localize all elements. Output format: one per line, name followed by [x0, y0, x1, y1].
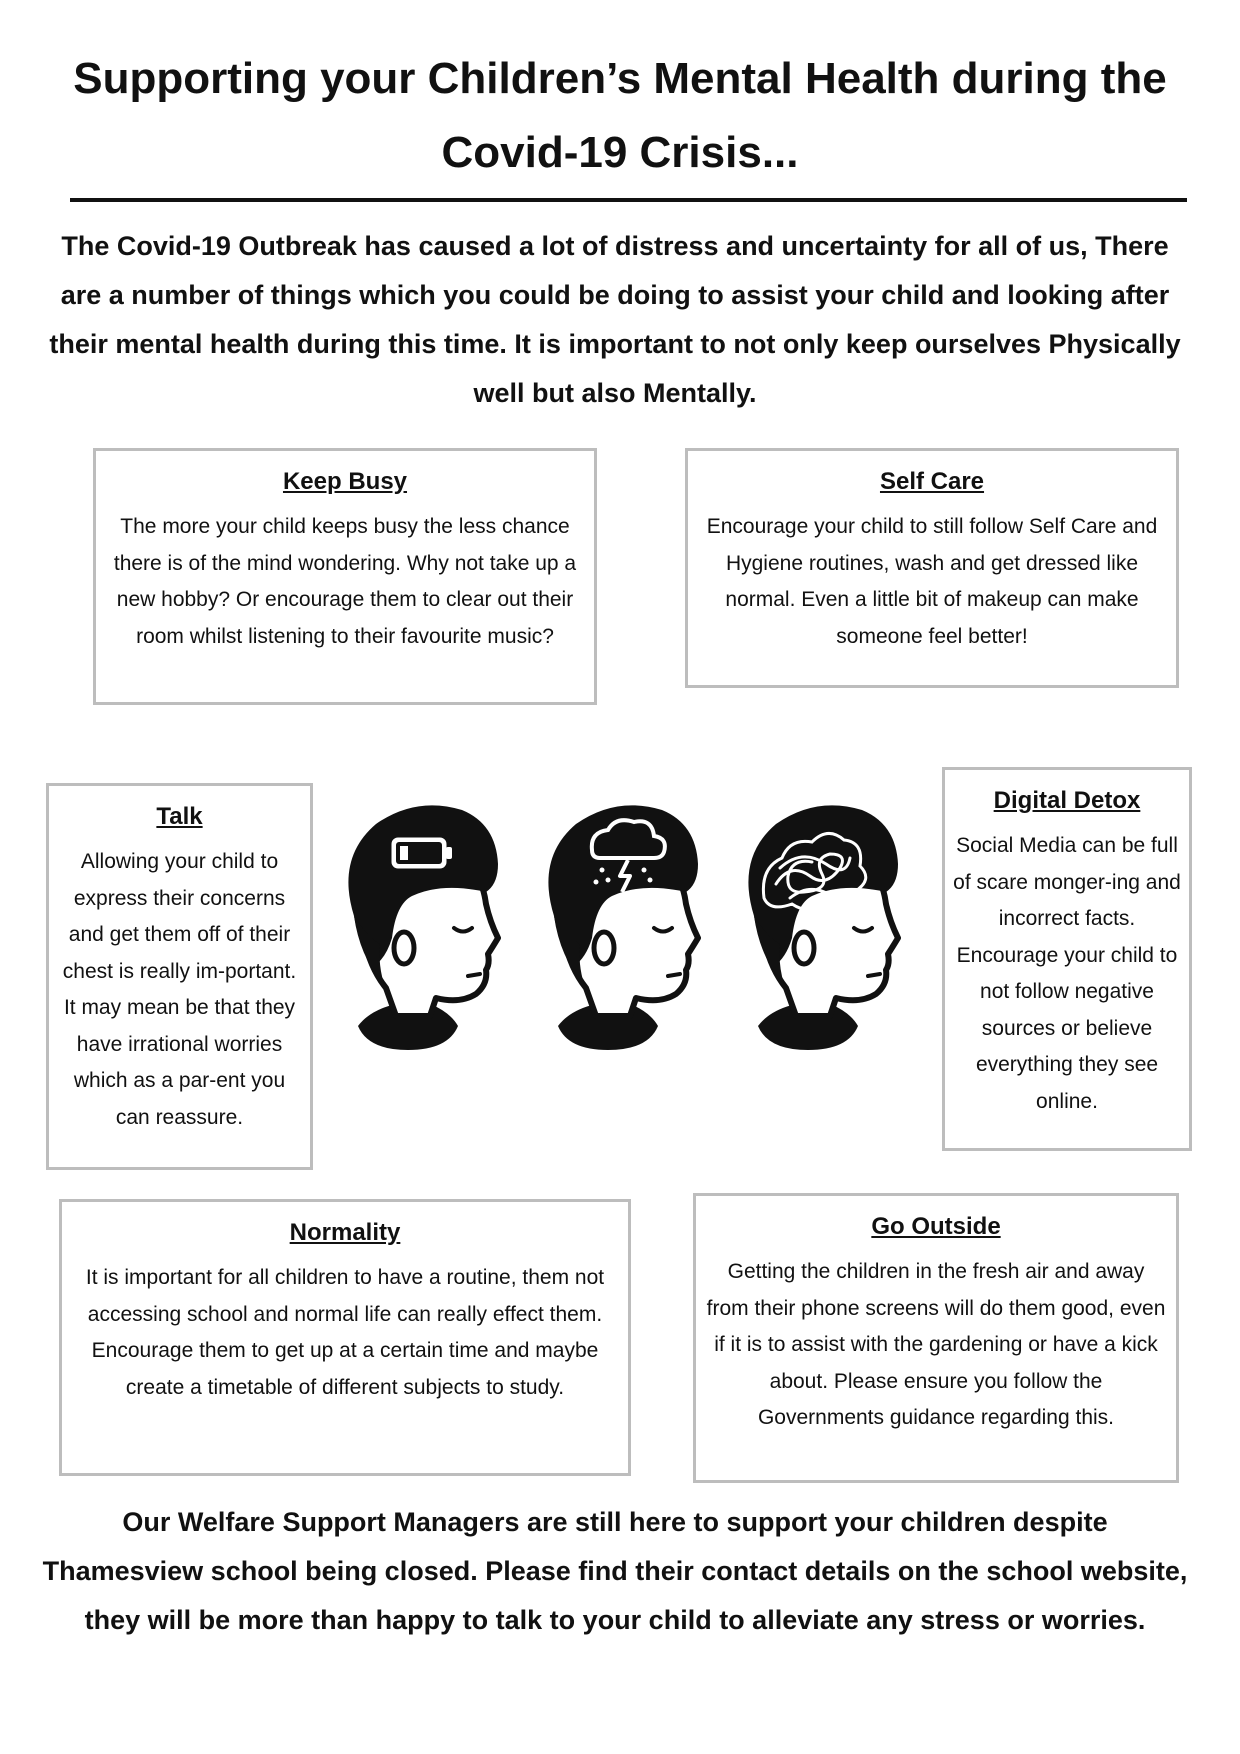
keep-busy-box: [93, 448, 597, 705]
keep-busy-text: The more your child keeps busy the less chance there is of the mind wondering. Why not take up a new hobby? Or encourage them to clear out their room whilst listening to their favourite music?: [113, 515, 577, 648]
keep-busy-heading: Keep Busy: [282, 468, 408, 495]
digital-detox-heading: Digital Detox: [993, 787, 1141, 814]
normality-text: It is important for all children to have a routine, them not accessing school and normal life can really effect them. Encourage them to get up at a certain time and maybe create a timetable of different subjects to study.: [85, 1266, 605, 1399]
intro-text: The Covid-19 Outbreak has caused a lot of distress and uncertainty for all of us, There are a number of things which you could be doing to assist your child and looking after their mental health during this time. It is important to not only keep ourselves Physically well but also Mentally.: [49, 231, 1181, 408]
page-title: Supporting your Children’s Mental Health during the Covid-19 Crisis...: [73, 54, 1167, 177]
normality-box: [59, 1199, 631, 1476]
footer-text: Our Welfare Support Managers are still here to support your children despite Thamesview school being closed. Please find their contact details on the school website, they will be more than happy to talk to your child to alleviate any stress or worries.: [42, 1507, 1188, 1635]
head-low-battery-icon: [348, 805, 498, 1050]
go-outside-box: [693, 1193, 1179, 1483]
self-care-heading: Self Care: [879, 468, 985, 495]
go-outside-text: Getting the children in the fresh air and away from their phone screens will do them good, even if it is to assist with the gardening or have a kick about. Please ensure you follow the Governments guidance regarding this.: [706, 1260, 1166, 1429]
talk-box: [46, 783, 313, 1170]
normality-heading: Normality: [289, 1219, 401, 1246]
talk-heading: Talk: [156, 803, 203, 830]
head-storm-cloud-icon: [548, 805, 698, 1050]
go-outside-heading: Go Outside: [871, 1213, 1001, 1240]
self-care-text: Encourage your child to still follow Self Care and Hygiene routines, wash and get dressed like normal. Even a little bit of makeup can make someone feel better!: [706, 515, 1158, 648]
talk-text: Allowing your child to express their concerns and get them off of their chest is really im-portant. It may mean be that they have irrational worries which as a par-ent you can reassure.: [62, 850, 297, 1129]
digital-detox-box: [942, 767, 1192, 1151]
head-tangled-thoughts-icon: [748, 805, 898, 1050]
digital-detox-text: Social Media can be full of scare monger-ing and incorrect facts. Encourage your child to not follow negative sources or believe everything they see online.: [953, 834, 1181, 1113]
title-divider: [70, 198, 1187, 202]
mental-health-heads-illustration: [330, 778, 930, 1078]
self-care-box: [685, 448, 1179, 688]
